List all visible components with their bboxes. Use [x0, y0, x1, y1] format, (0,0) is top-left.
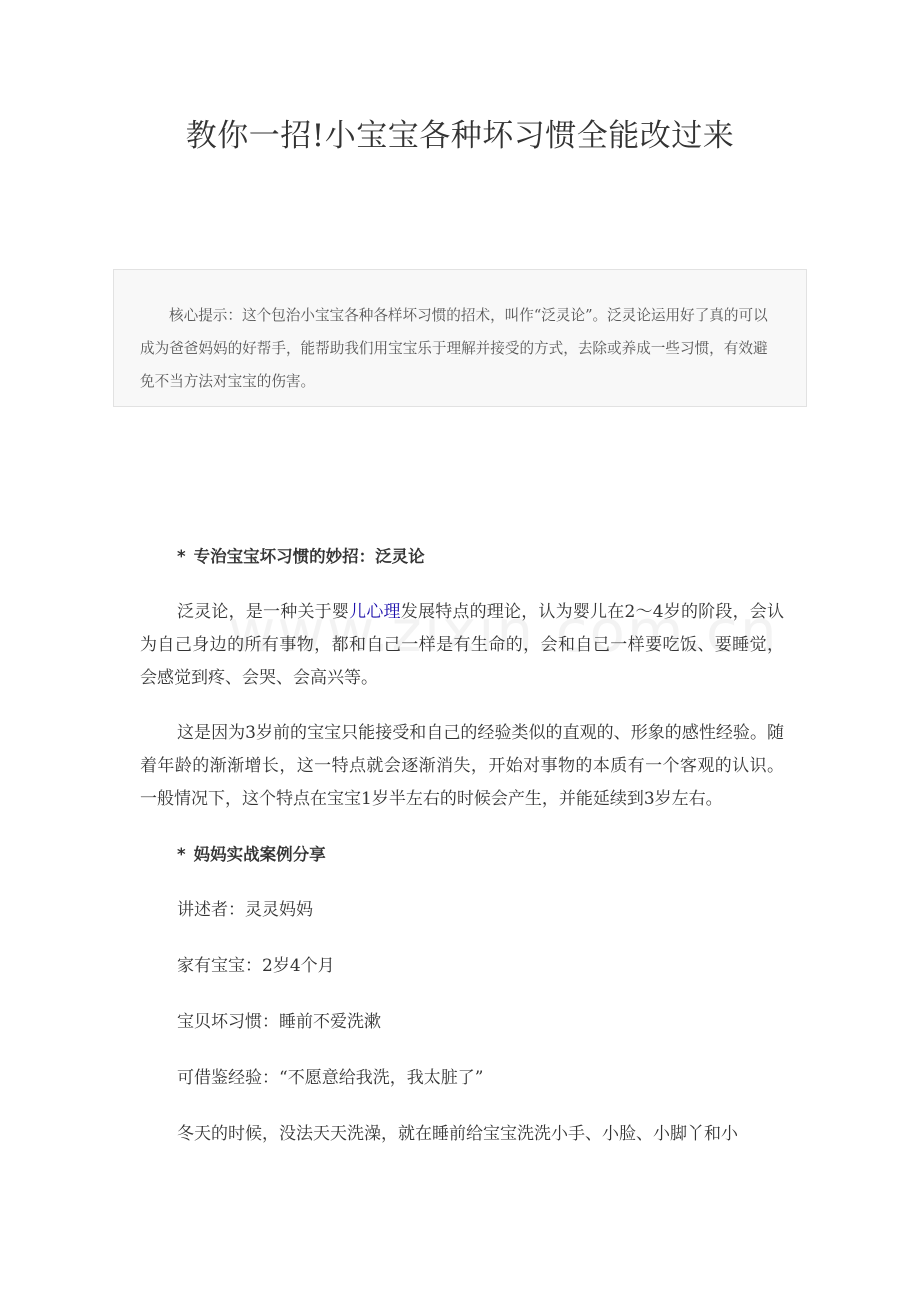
paragraph-bad-habit: 宝贝坏习惯：睡前不爱洗漱 [177, 1012, 381, 1032]
summary-text: 核心提示：这个包治小宝宝各种各样坏习惯的招术，叫作“泛灵论”。泛灵论运用好了真的可以成为爸爸妈妈的好帮手，能帮助我们用宝宝乐于理解并接受的方式，去除或养成一些习惯，有效避免不当方法对宝宝的伤害。 [140, 307, 768, 390]
section-heading-text: 专治宝宝坏习惯的妙招：泛灵论 [193, 547, 425, 566]
section-heading-animism [140, 540, 784, 573]
paragraph-text: 泛灵论，是一种关于婴 [177, 602, 350, 622]
link-child-psychology[interactable]: 儿心理 [349, 602, 401, 622]
star-bullet: * [177, 845, 186, 864]
section-heading-text: 妈妈实战案例分享 [193, 845, 326, 864]
paragraph-animism-definition [140, 596, 784, 695]
paragraph-baby-age: 家有宝宝：2岁4个月 [177, 956, 335, 976]
article-body [140, 540, 784, 1151]
paragraph-text: 发展特点的理论，认为婴儿在2～4岁的阶段，会认为自己身边的所有事物，都和自己一样是有生命的，会和自己一样要吃饭、要睡觉，会感觉到疼、会哭、会高兴等。 [140, 602, 785, 688]
summary-box [113, 269, 807, 407]
paragraph-narrator: 讲述者：灵灵妈妈 [177, 900, 313, 920]
paragraph-story: 冬天的时候，没法天天洗澡，就在睡前给宝宝洗洗小手、小脸、小脚丫和小 [177, 1124, 738, 1144]
page-title: 教你一招!小宝宝各种坏习惯全能改过来 [185, 118, 735, 154]
paragraph-lesson: 可借鉴经验：“不愿意给我洗，我太脏了” [177, 1068, 484, 1088]
section-heading-case-share [140, 838, 784, 871]
paragraph-animism-reason: 这是因为3岁前的宝宝只能接受和自己的经验类似的直观的、形象的感性经验。随着年龄的渐渐增长，这一特点就会逐渐消失，开始对事物的本质有一个客观的认识。一般情况下，这个特点在宝宝1岁半左右的时候会产生，并能延续到3岁左右。 [140, 723, 784, 809]
star-bullet: * [177, 547, 186, 566]
